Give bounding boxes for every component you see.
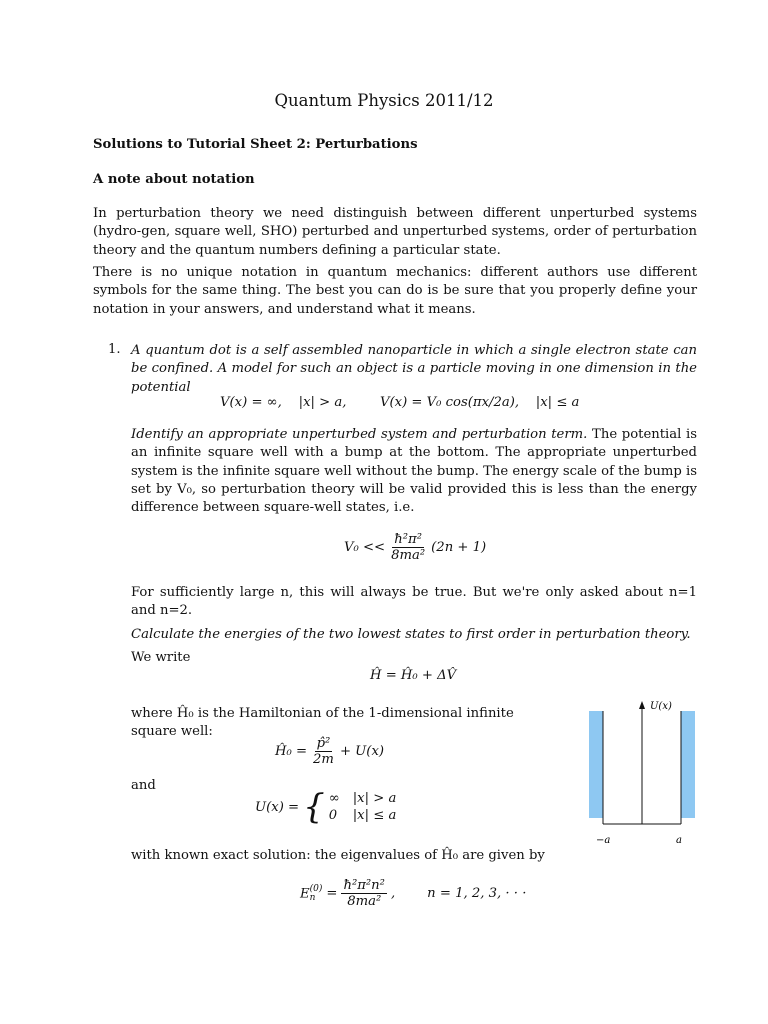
u-lhs: U(x) = — [255, 799, 300, 815]
subtitle: Solutions to Tutorial Sheet 2: Perturbations — [93, 137, 418, 152]
validity-tail: (2n + 1) — [431, 540, 487, 555]
and-text: and — [131, 778, 156, 793]
hamiltonian-equation: Ĥ = Ĥ₀ + ΔV̂ — [370, 668, 457, 683]
where-text: where Ĥ₀ is the Hamiltonian of the 1-dimensional infinite square well: — [131, 706, 514, 740]
identify-question: Identify an appropriate unperturbed system and perturbation term. — [131, 427, 588, 442]
energy-equation — [300, 878, 526, 909]
energy-range: n = 1, 2, 3, · · · — [427, 886, 527, 901]
energy-symbol — [300, 885, 322, 903]
energy-equals: = — [326, 886, 338, 901]
energy-numerator: ħ²π²n² — [343, 878, 385, 893]
validity-fraction — [389, 532, 427, 563]
u-case2-value: 0 — [328, 807, 338, 823]
right-wall — [681, 711, 695, 818]
energy-comma: , — [390, 886, 396, 901]
right-boundary-label: a — [676, 835, 682, 846]
we-write-text: We write — [131, 650, 191, 665]
h0-equation — [275, 736, 384, 767]
h0-fraction — [311, 736, 336, 767]
u-case2-condition: |x| ≤ a — [352, 807, 397, 823]
notation-paragraph-1: In perturbation theory we need distinguish between different unperturbed systems (hydro-gen, square well, SHO) perturbed and unperturbed systems, order of perturbation theory and the quantum numbers defining a particular state. — [93, 206, 697, 258]
h0-lhs: Ĥ₀ = — [275, 744, 308, 759]
problem-number: 1. — [108, 342, 121, 357]
problem-statement: A quantum dot is a self assembled nanoparticle in which a single electron state can be confined. A model for such an object is a particle moving in one dimension in the potential — [131, 343, 697, 395]
energy-denominator: 8ma² — [347, 894, 382, 909]
known-solution-text: with known exact solution: the eigenvalues of Ĥ₀ are given by — [131, 848, 545, 863]
identify-block — [131, 426, 697, 517]
y-axis-label: U(x) — [650, 701, 672, 712]
u-brace: { — [303, 787, 325, 827]
energy-letter: E — [300, 886, 310, 901]
validity-numerator: ħ²π² — [394, 532, 422, 547]
validity-lhs: V₀ << — [344, 540, 386, 555]
potential-equation: V(x) = ∞, |x| > a, V(x) = V₀ cos(πx/2a), |x| ≤ a — [220, 395, 580, 410]
energy-subscript: n — [309, 892, 316, 903]
h0-numerator: p̂² — [316, 736, 331, 751]
h0-denominator: 2m — [313, 752, 334, 767]
left-wall — [589, 711, 603, 818]
notation-paragraph-2: There is no unique notation in quantum mechanics: different authors use different symbols for the same thing. The best you can do is be sure that you properly define your notation in your answers, and understand what it means. — [93, 265, 697, 317]
energy-superscript: (0) — [309, 883, 323, 894]
energy-fraction — [341, 878, 387, 909]
h0-tail: + U(x) — [339, 744, 385, 759]
section-heading: A note about notation — [93, 172, 255, 187]
u-equation — [255, 787, 397, 827]
validity-denominator: 8ma² — [391, 548, 426, 563]
page-title: Quantum Physics 2011/12 — [274, 91, 494, 110]
y-axis-arrow — [639, 701, 645, 709]
u-case1-value: ∞ — [328, 790, 340, 806]
large-n-text: For sufficiently large n, this will always be true. But we're only asked about n=1 and n=2. — [131, 585, 697, 619]
square-well-figure — [575, 695, 705, 855]
left-boundary-label: −a — [596, 835, 611, 846]
validity-equation — [344, 532, 486, 563]
u-cases — [329, 791, 397, 824]
u-case1-condition: |x| > a — [352, 790, 397, 806]
identify-answer: The potential is an infinite square well with a bump at the bottom. The appropriate unperturbed system is the infinite square well without the bump. The energy scale of the bump is set by V₀, so perturbation theory will be valid provided this is less than the energy difference between square-well states, i.e. — [131, 427, 697, 516]
calculate-question: Calculate the energies of the two lowest states to first order in perturbation theory. — [131, 627, 691, 642]
energy-indices — [310, 885, 323, 903]
